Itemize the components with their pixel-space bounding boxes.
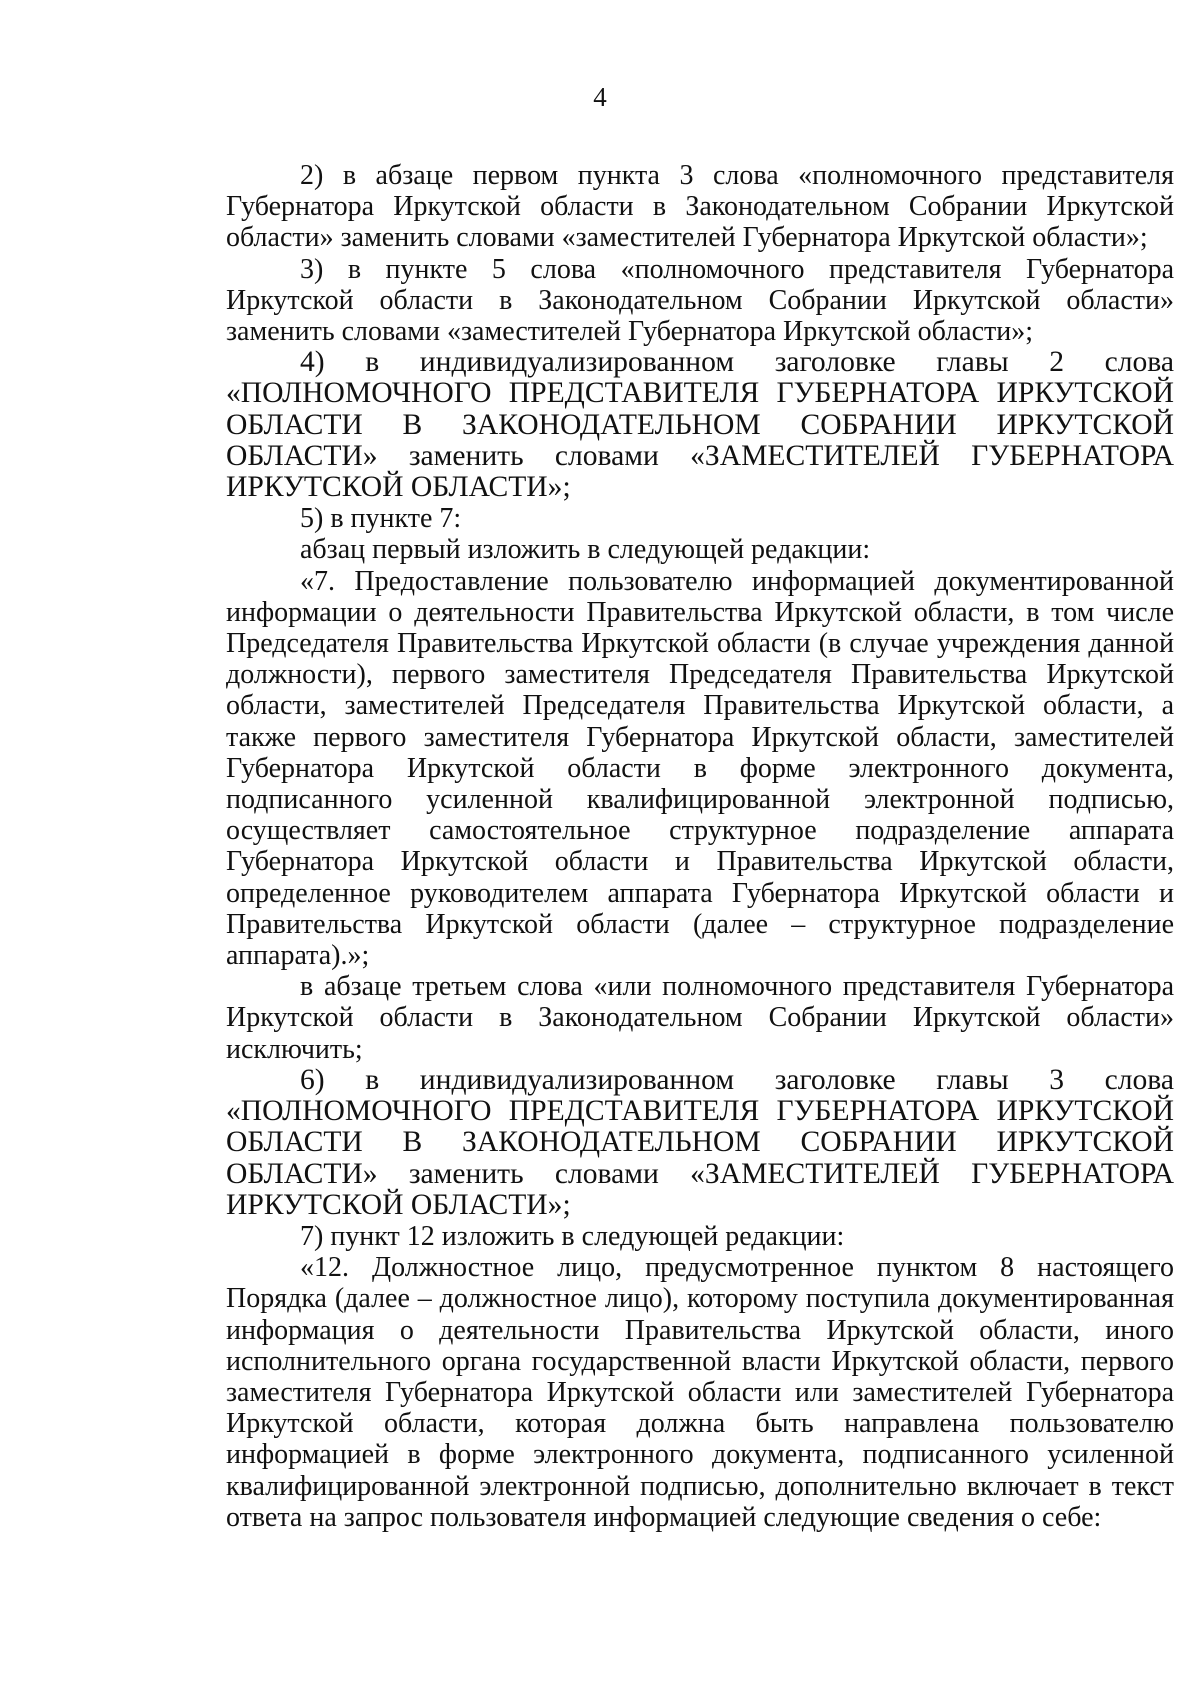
paragraph-item-5-exclusion: в абзаце третьем слова «или полномочного представителя Губернатора Иркутской области в Законодательном Собрании Иркутской области» исключить; [226, 971, 1174, 1065]
paragraph-item-5: 5) в пункте 7: [300, 503, 462, 535]
paragraph-item-2: 2) в абзаце первом пункта 3 слова «полномочного представителя Губернатора Иркутской области в Законодательном Собрании Иркутской области» заменить словами «заместителей Губернатора Иркутской области»; [226, 160, 1174, 254]
paragraph-item-3: 3) в пункте 5 слова «полномочного представителя Губернатора Иркутской области в Законодательном Собрании Иркутской области» заменить словами «заместителей Губернатора Иркутской области»; [226, 253, 1174, 348]
paragraph-quote-7: «7. Предоставление пользователю информацией документированной информации о деятельности Правительства Иркутской области, в том числе Председателя Правительства Иркутской области (в случае учреждения данной должности), первого заместителя Председателя Правительства Иркутской области, заместителей Председателя Правительства Иркутской области, а также первого заместителя Губернатора Иркутской области, заместителей Губернатора Иркутской области в форме электронного документа, подписанного усиленной квалифицированной электронной подписью, осуществляет самостоятельное структурное подразделение аппарата Губернатора Иркутской области и Правительства Иркутской области, определенное руководителем аппарата Губернатора Иркутской области и Правительства Иркутской области (далее – структурное подразделение аппарата).»; [226, 565, 1174, 972]
document-body [226, 160, 1174, 1533]
page-number: 4 [593, 82, 607, 112]
paragraph-item-4: 4) в индивидуализированном заголовке главы 2 слова «ПОЛНОМОЧНОГО ПРЕДСТАВИТЕЛЯ ГУБЕРНАТОРА ИРКУТСКОЙ ОБЛАСТИ В ЗАКОНОДАТЕЛЬНОМ СОБРАНИИ ИРКУТСКОЙ ОБЛАСТИ» заменить словами «ЗАМЕСТИТЕЛЕЙ ГУБЕРНАТОРА ИРКУТСКОЙ ОБЛАСТИ»; [226, 346, 1174, 504]
paragraph-item-5-subitem: абзац первый изложить в следующей редакции: [300, 534, 871, 566]
paragraph-item-7: 7) пункт 12 изложить в следующей редакции: [300, 1220, 845, 1252]
paragraph-quote-12: «12. Должностное лицо, предусмотренное пунктом 8 настоящего Порядка (далее – должностное лицо), которому поступила документированная информация о деятельности Правительства Иркутской области, иного исполнительного органа государственной власти Иркутской области, первого заместителя Губернатора Иркутской области или заместителей Губернатора Иркутской области, которая должна быть направлена пользователю информацией в форме электронного документа, подписанного усиленной квалифицированной электронной подписью, дополнительно включает в текст ответа на запрос пользователя информацией следующие сведения о себе: [226, 1252, 1174, 1533]
paragraph-item-6: 6) в индивидуализированном заголовке главы 3 слова «ПОЛНОМОЧНОГО ПРЕДСТАВИТЕЛЯ ГУБЕРНАТОРА ИРКУТСКОЙ ОБЛАСТИ В ЗАКОНОДАТЕЛЬНОМ СОБРАНИИ ИРКУТСКОЙ ОБЛАСТИ» заменить словами «ЗАМЕСТИТЕЛЕЙ ГУБЕРНАТОРА ИРКУТСКОЙ ОБЛАСТИ»; [226, 1063, 1174, 1221]
